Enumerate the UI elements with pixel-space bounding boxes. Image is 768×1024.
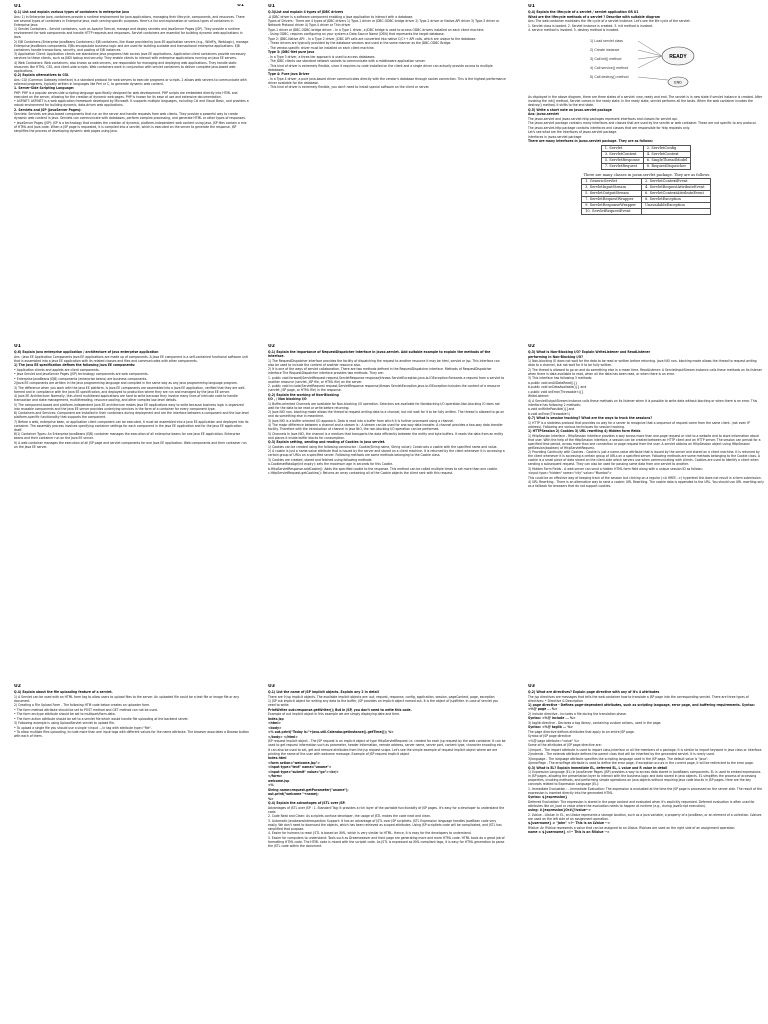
table-cell: 3. ServletContext <box>601 152 643 158</box>
table-row <box>582 191 711 197</box>
paragraph: -A JDBC driver is a software component enabling a Java application to interact with a database. <box>268 14 414 19</box>
paragraph: Q.4) Explain the lifecycle of a servlet / servlet application OR U1 <box>528 10 639 14</box>
paragraph: - This kind of driver is extremely flexible, since it requires no code installed on the client and a single driver can actually provide access to multiple databases. <box>268 63 493 72</box>
paragraph: <%@ page attribute="value" %> <box>528 738 580 743</box>
paragraph: Q.3)List and explain 4 types of JDBC drivers <box>268 10 344 14</box>
table-cell: UnavailableException <box>642 203 711 209</box>
table-cell: 6. ServletContextAttributeEvent <box>642 191 711 197</box>
paragraph: The jsp directives are messages that tells the web container how to translate a JSP page into the corresponding servlet. There are three types of directives: • Directive & Description <box>528 694 749 703</box>
paragraph: String name=request.getParameter("uname"); <box>268 787 349 792</box>
paragraph: 1) A Servlet can be used with an HTML form tag to allow users to upload files to the server. An uploaded file could be a text file or image file or any document. <box>14 694 240 703</box>
paragraph: There are 9 jsp implicit objects. The available implicit objects are: out, request, response, config, application, session, pageContext, page, exception <box>268 694 495 699</box>
table-cell: 3. ServletInputStream <box>582 185 642 191</box>
paragraph: 1) Buffer-oriented Channels are available for Non-blocking I/O operation. Selectors are available for Nonblocking I/O operation.Non-blocking IO does not wait for the data to be read or write before returning. <box>268 401 500 410</box>
paragraph: Ans : Java EE Application Components Java EE applications are made up of components. A Java EE component is a self-contained functional software unit that is assembled into a Java EE application with its related classes and files and communicates with other components. <box>14 354 248 363</box>
table-cell: 7. ServletRequestWrapper <box>582 197 642 203</box>
paragraph: <input type="hidden" name="city" value="Mumbai"> <box>528 471 612 475</box>
paragraph: The javax.servlet package contains many interfaces and classes that are used by the servlet or web container. These are not specific to any protocol. <box>528 121 757 125</box>
paragraph: The javax.servlet and javax.servlet.http packages represent interfaces and classes for servlet api. <box>528 116 678 121</box>
paragraph: • Java Servlet and JavaServer Pages (JSP) technology components are web components. <box>14 372 149 376</box>
paragraph: RValue: An RValue represents a value that can be assigned to an LValue. RValues are used on the right side of an assignment operation. <box>528 825 736 830</box>
table-cell: 4. ServletContext <box>643 152 691 158</box>
paragraph: Syntax: ${expression} <box>528 795 568 799</box>
paragraph: The page directive defines attributes that apply to an entire JSP page. <box>528 729 635 734</box>
paragraph: Syntax: <%@ taglib ... %> <box>528 725 573 729</box>
paragraph: 9) A web container manages the execution of all JSP page and servlet components for one Java EE application. Web components and their container run on the Java EE server. <box>14 440 247 449</box>
paragraph: 8)1) Container Types: An Enterprise JavaBeans (EJB) container manages the execution of all enterprise beans for one Java EE application. Enterprise beans and their container run on the Java EE server. <box>14 432 241 440</box>
paragraph: - This kind of driver is extremely flexible, you don't need to install special software on the client or server. <box>268 85 430 89</box>
paragraph: index.html <box>268 756 287 760</box>
paragraph: out.print("welcome "+name); <box>268 792 319 796</box>
paragraph: 1) The RequestDispatcher interface provides the facility of dispatching the request to another resource it may be html, servlet or jsp. This interface can also be used to include the content of another resource also. <box>268 358 500 367</box>
paragraph: </form> <box>268 774 283 778</box>
paragraph: 3) Following example is using UploadServlet servlet to upload file. <box>14 721 115 725</box>
paragraph: PHP: PHP is a popular server-side scripting language specifically designed for web development. PHP scripts are embedded directly into HTML and executed on the server, allowing for the creation of dynamic web pages. PHP is known for its ease of use and extensive documentation. <box>14 90 238 99</box>
paragraph: a.void onWritePossible(){}and <box>528 407 575 411</box>
paragraph: 1) Servlet Containers - Servlet containers, such as Apache Tomcat, manage and deploy servlets and JavaServer Pages (JSP). They provide a runtime environment for web components and handle HTTP requests and responses. Servlet containers are essential for building dynamic web applications in Java. <box>14 27 243 39</box>
paragraph: 1) JSP out implicit object for writing any data to the buffer, JSP provides an implicit object named out. It is the object of JspWriter. In case of servlet you need to write: <box>268 699 499 707</box>
paragraph: b.void onError(Throwable t) <box>528 411 570 416</box>
paragraph: 3) Application Client: Application clients are standalone Java programs that access Java EE applications. Application client containers provide necessary services to these clients, such as JNDI lookup and security. They enable clients to interact with enterprise applications running on Java EE servers. <box>14 52 246 60</box>
paragraph: • Application clients and applets are client components. <box>14 367 100 372</box>
paragraph: • ASP.NET: ASP.NET is a web application framework developed by Microsoft. It supports multiple languages, including C# and Visual Basic, and provides a robust environment for building dynamic, data-driven web applications. <box>14 99 249 107</box>
paragraph: 4) Web Containers: Web containers, also known as web servers, are responsible for managing and deploying web applications. They handle static resources like HTML, CSS, and client-side scripts. Web containers work in conjunction with servlet containers to deliver complete Java-based web applications. <box>14 60 237 73</box>
paragraph: 7) Before a web, enterprise bean, or application client component can be executed, it must be assembled into a Java EE application and deployed into its container. The assembly process involves specifying container settings for each component in the Java EE application and for the Java EE application itself. <box>14 419 249 432</box>
table-cell: 2. ServletContextEvent <box>642 179 711 185</box>
paragraph: 1. public void forward(ServletRequest request,ServletResponse response)throws ServletException,java.io.IOException:Forwards a request from a servlet to another resource (servlet, JSP file, or HTML file) on the server. <box>268 375 505 384</box>
unit-tag: U1 <box>14 4 21 9</box>
paragraph: Syntax of JSP page directive <box>528 734 571 738</box>
servlet-table <box>581 173 711 215</box>
paragraph: 5. Easier for computers to understand: Tools such as Dreamweaver and front page are generating more and more HTML code. HTML tools do a great job of formatting HTML code. The HTML code is mixed with the scriplet code. As JSTL is expressed as XML compliant tags, it is easy for HTML generation to parse the JSTL code within the document. <box>268 835 505 848</box>
paragraph: • The form enctype attribute should be set to multipart/form-data. <box>14 712 116 716</box>
paragraph: 3) Java NIO is a buffer oriented I/O approach. Data is read into a buffer from which it is further processed using a channel. <box>268 418 455 423</box>
paragraph: 4. Easier for humans to read: JSTL is based on XML, which is very similar to HTML. Hence, it is easy for the developers to understand. <box>268 831 472 835</box>
lifecycle-arrow <box>638 77 668 80</box>
paragraph: name = ${username} <!-- This is an RValue --> <box>528 830 610 834</box>
paragraph: 1) Cookies can be created using the following constructor : Cookie(String name, String value): Constructs a cookie with the specified name and value. <box>268 444 498 449</box>
paragraph: 1. Immediate Evaluation : - Immediate Evaluation: The expression is evaluated at the time the JSP page is processed on the server side. The result of the expression is inserted directly into the generated HTML. <box>528 786 763 795</box>
table-cell: 10. ServletRequestEvent <box>582 209 642 215</box>
paragraph: 2. Code Neat and Clean: As scriplets confuse developer, the usage of JSTL makes the code neat and clean. <box>268 814 431 818</box>
unit-tag: U2 <box>528 344 535 349</box>
paragraph: 3) The difference when you work with the Java EE platform, is Java EE components are assembled into a Java EE application, verified that they are well-formed and in compliance with the Java EE specification, and deployed to production where they are run and managed by the Java EE server. <box>14 385 246 394</box>
table-cell: 6. SingleThreadModel <box>643 158 691 164</box>
lifecycle-step: 1) Load servlet class <box>590 39 623 43</box>
paragraph: ${username} = "John" <!-- This is an LValue --> <box>528 821 611 825</box>
paragraph: 2) A cookie is just a name-value attribute that is issued by the server and stored on a client machine. It is returned by the client whenever it is accessing a certain group of URLs on a specified server. Following methods are some methods belonging to the Cookie class. <box>268 449 505 457</box>
cell-u2-nonblocking-session <box>528 344 764 680</box>
paragraph: 2. LValue - LValue: In EL, an LValue represents a storage location, such as a Java variable, a property of a JavaBean, or an element of a collection. LValues are used on the left side of an assignment operation. <box>528 812 762 821</box>
table-cell: 8. ServletException <box>642 197 711 203</box>
paragraph: Q.1) List the name of JSP implicit objects. Explain any 2 in detail <box>268 690 379 694</box>
paragraph: 5) The component-based and platform-independent Java EE architecture makes Java EE applications easy to write because business logic is organized into reusable components and the Java EE server provides underlying services in the form of a container for every component type. <box>14 402 244 411</box>
paragraph: Q.3) What is EL? Explain immediate EL, deferred EL, L value and R value in detail <box>528 765 668 770</box>
paragraph: Advantages of JSTL over JSP : 1. Standard Tag: It provides a rich layer of the portable functionality of JSP pages. It's easy for a developer to understand the code. <box>268 805 505 814</box>
unit-tag: U2 <box>14 684 21 689</box>
paragraph: Q.6) Explain java enterprise application / architecture of Java enterprise application <box>14 350 159 354</box>
paragraph: 1) HTTPSession 2) Cookies 3) URL rewriting 4) Hidden form fields <box>528 429 641 433</box>
lifecycle-step: 5) Call destroy() method <box>590 75 629 79</box>
servlet-table <box>601 145 692 170</box>
unit-tag: U3 <box>268 684 275 689</box>
paragraph: What are the lifecycle methods of a servlet ? Describe with suitable diagram <box>528 14 660 19</box>
paragraph: welcome.jsp <box>268 778 290 783</box>
paragraph: PrintWriter out=response.getWriter(); But in JSP, you don't need to write this code. <box>268 707 412 712</box>
paragraph: • To allow multiple files uploading, include more than one input tags with different values for the name attribute. The browser associates a Browse button with each of them. <box>14 730 250 738</box>
paragraph: Let's see what are the interfaces of javax.servlet package. <box>528 130 618 134</box>
paragraph: • Enterprise JavaBeans (EJB) components (enterprise beans) are business components. <box>14 376 148 381</box>
paragraph: a.public void onAllDataRead(){} <box>528 380 578 385</box>
table-row <box>582 209 711 215</box>
paragraph: Example of out implicit object In this example we are simply displaying date and time. <box>268 712 401 716</box>
paragraph: <html> <box>268 721 281 725</box>
unit-tag: U1 <box>268 4 275 9</box>
table-cell: 5. ServletOutputStream <box>582 191 642 197</box>
cell-u3-implicit-objects <box>268 684 506 1020</box>
paragraph: 2) include directive - Includes a file during the translation phase. <box>528 711 627 716</box>
table-row <box>582 185 711 191</box>
paragraph: 2. public void include(ServletRequest request,ServletResponse response)throws ServletException,java.io.IOException:Includes the content of a resource (servlet, JSP page, or HTML file) in the response. <box>268 384 501 392</box>
cell-u1-enterprise-architecture <box>14 344 250 680</box>
paragraph: WriteListener: <box>528 394 550 398</box>
paragraph: 2) The thread is allowed to go on and do something else in a mean time. ReadListener: A ServletInputStream instance calls these methods on its listener when there is data available to read, when all the data has been read, or when there is an error. <box>528 367 762 376</box>
paragraph: <input type="text" name="uname"> <box>268 765 332 769</box>
paragraph: <body> <box>268 725 282 730</box>
paragraph: a.CookiesetMaxAge(int expiry): sets the maximum age in seconds for this Cookie. <box>268 462 394 466</box>
paragraph: Q.2) What are directives? Explain page directive with any of it's 4 attributes <box>528 690 660 694</box>
paragraph: Q.2) Explain the working of Non-Blocking <box>268 392 339 397</box>
paragraph: 2)extends - The extends attribute defines the parent class that will be inherited by the generated servlet. It is rarely used. <box>528 752 715 756</box>
paragraph: 1) HTTP is a stateless protocol that provides no way for a server to recognize that a sequence of request come from the same client. (not even IP address). Following are various techniques for session tracking. <box>528 420 750 429</box>
paragraph: • JavaServer Pages (JSP): JSP is a technology that enables the creation of dynamic, platform-independent web content using Java. JSP files contain a mix of HTML and Java code. When a JSP page is requested, it is compiled into a servlet, which is executed on the server to generate the response. JSP simplifies the process of developing dynamic web pages using Java. <box>14 120 247 133</box>
paragraph: - These drivers are typically provided by the database vendors and used in the same manner as the JDBC-ODBC Bridge. <box>268 41 452 45</box>
paragraph: 2) EJB Containers (Enterprise JavaBeans Containers): EJB containers, like those provided by Java EE application servers (e.g., WildFly, WebLogic), manage Enterprise JavaBeans components. EJBs encapsulate business logic and are used for building scalable and transactional enterprise applications. EJB containers handle transactions, security, and pooling of EJB instances. <box>14 39 249 52</box>
paragraph: index.jsp <box>268 716 284 721</box>
paragraph: c.public void onError(Throwable t){} <box>528 389 584 394</box>
paragraph: Types of Drivers : There are 4 types of JDBC drivers 1) Type-1 driver or JDBC-ODBC bridge driver 2) Type-2 driver or Native-API driver 3) Type-3 driver or Network Protocol driver 4) Type-4 driver or Thin driver <box>268 19 500 27</box>
paragraph: 5) Channels In Java NIO, the channel is a medium that transports the data efficiently between the entity and byte buffers. It reads the data from an entity and places it inside buffer blocks for consumption. <box>268 431 504 440</box>
paragraph: 2) Java NIO non- blocking mode allows the thread to request writing data to a channel, but not wait for it to be fully written. The thread is allowed to go on and do something else in meantime. <box>268 410 505 418</box>
cell-u1-jdbc-drivers <box>268 4 506 340</box>
paragraph: 1) page directive - Defines page-dependent attributes, such as scripting language, error page, and buffering requirements. Syntax: <%@ page ... %> <box>528 703 755 711</box>
paragraph: 2) Providing Continuity with Cookies - Cookie is just a name-value attribute that is issued by the server and stored on a client machine. It is returned by the client whenever it is accessing a certain group of URLs on a specified server. Following methods are some methods belonging to the Cookie class. A cookie is a small piece of data stored on the client-side which servers use when communicating with clients. Cookies are used to identify a client when sending a subsequent request. They can also be used for passing some data from one servlet to another. <box>528 450 760 466</box>
paragraph: 3)language - The language attribute specifies the scripting language used in the JSP page. The default value is "java". <box>528 756 709 761</box>
paragraph: 3) taglib directive - Declares a tag library, containing custom actions, used in the page. <box>528 720 662 725</box>
paragraph: 4) A ServletOutputStream instance calls these methods on its listener when it is possible to write data without blocking or when there is an error. This interface has following 2 methods: <box>528 398 758 407</box>
paragraph: As displayed in the above diagram, there are three states of a servlet: new, ready and end. The servlet is in new state if servlet instance is created. After invoking the init() method, Servlet comes in the ready state. In the ready state, servlet performs all the tasks. When the web container invokes the destroy() method, it shifts to the end state. <box>528 95 763 107</box>
paragraph: Ans: 1) In Enterprise Java, containers provide a runtime environment for Java applications, managing their lifecycle, components, and resources. There are several types of containers in Enterprise Java, each serving specific purposes. Here's a list and explanation of various types of containers in Enterprise Java: <box>14 14 245 27</box>
paragraph: 1) Expression Language (EL) in JavaServer Pages (JSP) provides a way to access data stored in JavaBeans components. EL is used to embed expressions in JSP pages, allowing the presentation layer to interact with the business logic and data stored in Java objects. EL simplifies the process of accessing properties, invoking methods, and performing simple operations on Java objects without requiring Java code blocks in JSP pages. Here are the key concepts related to Expression Language (EL): <box>528 770 761 786</box>
paragraph: 4) The major difference between a channel and a stream is : A stream can be used for one-way data transfer. A channel provides a two-way data transfer facility. Therefore with the introduction of channel in java NIO, the non-blocking I/O operation can be performed. <box>268 423 503 431</box>
paragraph: - The vendor-specific driver must be installed on each client machine. <box>268 45 375 50</box>
table-row <box>601 152 691 158</box>
table-cell: 5. ServletResponse <box>601 158 643 164</box>
paragraph: - In a Type 4 driver, a pure Java-based driver communicates directly with the vendor's database through socket connection. This is the highest performance driver available for the database. <box>268 76 506 85</box>
paragraph: There are many interfaces in javax.servlet package. They are as follows: <box>528 139 653 143</box>
cell-u2-file-upload <box>14 684 250 1020</box>
paragraph: <% <box>268 783 274 787</box>
lifecycle-step: 2) Create instance <box>590 48 620 52</box>
paragraph: 4. service method is invoked. 5. destroy method is invoked. <box>528 28 620 32</box>
cell-u1-servlet-lifecycle <box>528 4 764 340</box>
paragraph: b.public void onDataAvailable(){} and <box>528 385 587 389</box>
lifecycle-arrow <box>638 41 662 56</box>
paragraph: 4) Java EE Architecture: Normally, thin-client multitiered applications are hard to write because they involve many lines of intricate code to handle transaction and state management, multithreading, resource pooling, and other complex low-level details. <box>14 394 238 402</box>
paragraph: Q.5) Write a short note on javax.servlet package <box>528 107 612 112</box>
table-cell <box>642 209 711 215</box>
paragraph: I/O , / Non blocking I/O <box>268 397 307 401</box>
paragraph: 1. Servlet class is loaded. 2. Servlet instance is created. 3. init method is invoked. <box>528 23 653 28</box>
paragraph: It can also be used to set, get and remove attributes from the jsp request scope. Let's see the simple example of request implicit object where we are printing the name of the user with welcome message. Example of JSP request implicit object <box>268 747 498 756</box>
paragraph: Type 2: JDBC-Native API: - In a Type 2 driver, JDBC API calls are converted into native C/C++ API calls, which are unique to the database. <box>268 36 477 41</box>
paragraph: 1) HttpSession Interface - HttpSession Interface provides a way across more than one-page request or visit to a website and to store information about that user. With the help of the HttpSession interface, a session can be created between an HTTP client and an HTTP server. The session can persist for a specified time period, across more than one connection or page request from the user. A servlet obtains an HttpSession object using HttpSession getSession(boolean) of HttpServletRequest. <box>528 433 761 450</box>
paragraph: </body> </html> <box>268 734 298 739</box>
paragraph: 1)import - The import attribute is used to import class,interface or all the members of a package. It is similar to import keyword in java class or interface. <box>528 747 763 752</box>
table-caption: There are many classes in javax.servlet package. They are as follows: <box>583 173 711 177</box>
unit-tag: U1 <box>528 4 535 9</box>
paragraph: Type-1 driver or JDBC-ODBC bridge driver: - In a Type 1 driver, a JDBC bridge is used to access ODBC drivers installed on each client machine. <box>268 27 485 32</box>
paragraph: 3) Cookies are created, stored and fetched using following methods <box>268 457 372 462</box>
cell-u2-request-dispatcher <box>268 344 506 680</box>
paragraph: Q.4) Explain the advantages of JSTL over JSP. <box>268 801 346 805</box>
paragraph: Type 4: Pure Java Driver <box>268 72 310 76</box>
paragraph: Syntax: <%@ include ... %> <box>528 716 576 720</box>
table-cell: 1. GenericServlet <box>582 179 642 185</box>
paragraph: performing in Non-Blocking I/O? <box>528 354 584 359</box>
paragraph: Ans: javax.servlet <box>528 112 559 116</box>
table-row <box>601 158 691 164</box>
paragraph: Type 3: JDBC-Net pure Java <box>268 50 315 54</box>
paragraph: The javax.servlet.http package contains interfaces and classes that are responsible for http requests only. <box>528 125 690 130</box>
paragraph: 3) This interface has following 3 methods: <box>528 376 593 380</box>
paragraph: <form action="welcome.jsp"> <box>268 760 320 765</box>
paragraph: • To upload a single file you should use a single <input .../> tag with attribute type="file". <box>14 725 152 730</box>
lifecycle-step: 3) Call init() method <box>590 57 622 61</box>
paragraph: <% out.print("Today is:"+java.util.Calendar.getInstance().getTime()); %> <box>268 730 394 734</box>
paragraph: <input type="submit" value="go"><br/> <box>268 769 339 774</box>
table-cell: 1. Servlet <box>601 146 643 152</box>
paragraph: c.HttpServletRequest.getCookies(): Returns an array containing all of the Cookie objects the client sent with this request. <box>268 471 454 475</box>
paragraph: 4)errorPage - The errorPage attribute is used to define the error page, if exception occurs in the current page, it will be redirected to the error page. <box>528 761 754 765</box>
paragraph: Servlets: Servlets are Java-based components that run on the server and handle requests from web clients. They provide a powerful way to create dynamic web content in Java. Servlets can communicate with databases, perform complex processing, and generate HTML or other types of responses. <box>14 112 246 120</box>
paragraph: • The form action attribute should be set to a servlet file which would handle file uploading at the backend server. <box>14 716 189 721</box>
unit-tag-right: U1 <box>237 4 244 8</box>
paragraph: 3) Hidden Form Fields - A web server can send a hidden HTML form field along with a unique session ID as follows: <box>528 466 703 471</box>
paragraph: 2)Java EE components are written in the Java programming language and compiled in the same way as any Java programming language program. <box>14 381 238 385</box>
paragraph: 2. Servlets and JSP (JavaServer Pages): <box>14 107 82 112</box>
paragraph: - Using ODBC, requires configuring on your system a Data Source Name (DSN) that represents the target database. <box>268 32 445 36</box>
table-cell: 7. ServletRequest <box>601 164 643 170</box>
paragraph: Some of the attributes of JSP page directive are: <box>528 743 602 747</box>
table-cell: 2. ServletConfig <box>643 146 691 152</box>
paragraph: JSP request implicit object - The JSP request is an implicit object of type HttpServletRequest i.e. created for each jsp request by the web container. It can be used to get request information such as parameter, header information, remote address, server name, server port, content type, character encoding etc. <box>268 739 506 747</box>
paragraph: 4) URL Rewriting - There is an alternative way to send a cookie: URL Rewriting. The cookie data is appended to the URL. You should use URL rewriting only as a fallback for browsers that do not support cookies. <box>528 480 764 488</box>
lifecycle-step: 4) Call service() method <box>590 66 629 70</box>
paragraph: Q.2) Explain alternatives to CGI. <box>14 73 70 77</box>
paragraph: b.HttpServletResponse.addCookie(): Adds the specified cookie to the response. This method can be called multiple times to set more than one cookie. <box>268 466 498 471</box>
paragraph: Interfaces in javax.servlet package <box>528 134 582 139</box>
paragraph: Q.3) Explain setting, sending and reading of Cookies in Java servlet. <box>268 440 386 444</box>
paragraph: 1) Non-blocking IO does not wait for the data to be read or written before returning. Java NIO non- blocking mode allows the thread to request writing data to a channel, but not wait for it to be fully written. <box>528 359 757 367</box>
cell-u3-directives-el <box>528 684 764 1020</box>
paragraph: - The JDBC clients use standard network sockets to communicate with a middleware application server. <box>268 59 426 63</box>
paragraph: - In a Type 3 driver, a three-tier approach is used to access databases. <box>268 54 376 59</box>
paragraph: Q.7) What is session tracking? What are the ways to track the sessions? <box>528 416 653 420</box>
paragraph: Ans: The web container maintains the life cycle of a servlet instance. Let's see the life cycle of the servlet: <box>528 19 691 23</box>
lifecycle-svg <box>586 34 706 92</box>
paragraph: 1. Server-Side Scripting Language: <box>14 86 75 90</box>
paragraph: 2) It is one of the ways of servlet collaboration. There are two methods defined in the RequestDispatcher interface. Methods of RequestDispatcher interface The RequestDispatcher interface provides two methods. They are: <box>268 367 492 375</box>
paragraph: Ans: CGI (Common Gateway Interface) is a standard protocol for web servers to execute programs or scripts. 2 allows web servers to communicate with external programs, typically written in languages like Perl or C, to generate dynamic web content. <box>14 77 247 86</box>
paragraph: Deferred Evaluation: The expression is stored in the page context and evaluated when it's explicitly requested. Deferred evaluation is often used for attributes like on_load or value where the evaluation needs to happen at runtime (e.g., during JavaScript execution). <box>528 799 755 808</box>
cell-u1-containers <box>14 4 250 340</box>
lifecycle-arrow <box>638 56 662 68</box>
unit-tag: U1 <box>14 344 21 349</box>
end-label: END <box>674 80 682 85</box>
paragraph: 6) Containers and Services: Component are installed in their containers during deployment and are the interface between a component and the low-level platform-specific functionality that supports the component. <box>14 411 249 419</box>
paragraph: 3. Automatic JavabeansInterospection Support: It has an advantage of JSTL over JSP scriptlets. JSTL Expression language handles JavaBean code very easily. We don't need to downcast the objects, which has been retrieved as scoped attributes. Using JSP scriptlets code will be complicated, and JSTL has simplified that purpose. <box>268 818 502 831</box>
paragraph: Q.1) Explain the importance of RequestDispatcher Interface in javax.servlet. Add suitable example to explain the methods of the interface. <box>268 350 491 358</box>
paragraph: Q.3) What is Non-Blocking I/O? Explain WriteListener and ReadListener <box>528 350 651 354</box>
paragraph: 2) Creating a File Upload Form - The following HTM code below creates an uploader form. <box>14 703 151 707</box>
paragraph: This could be an effective way of keeping track of the session but clicking on a regular (<A HREF...>) hypertext link does not result in a form submission. <box>528 475 762 480</box>
paragraph: • The form method attribute should be set to POST method and GET method can not be used. <box>14 707 158 712</box>
lifecycle-arrow <box>638 50 662 56</box>
paragraph: Q.4) Explain about the file uploading feature of a servlet. <box>14 690 113 694</box>
paragraph: 1) The Java EE specification defines the following Java EE components: <box>14 363 136 367</box>
paragraph: using: #{expression}Or#{!lvalue--> <box>528 808 591 812</box>
lifecycle-arrow <box>638 56 662 59</box>
paragraph: %> <box>268 796 274 801</box>
table-row <box>601 164 691 170</box>
table-cell: 9. ServletResponseWrapper <box>582 203 642 209</box>
table-cell: 4. ServletRequestAttributeEvent <box>642 185 711 191</box>
servlet-lifecycle-diagram <box>528 34 764 92</box>
table-cell: 8. RequestDispatcher <box>643 164 691 170</box>
unit-tag: U3 <box>528 684 535 689</box>
paragraph: Q.1) List and explain various types of containers in enterprise java <box>14 10 130 14</box>
ready-label: READY <box>669 54 687 60</box>
unit-tag: U2 <box>268 344 275 349</box>
